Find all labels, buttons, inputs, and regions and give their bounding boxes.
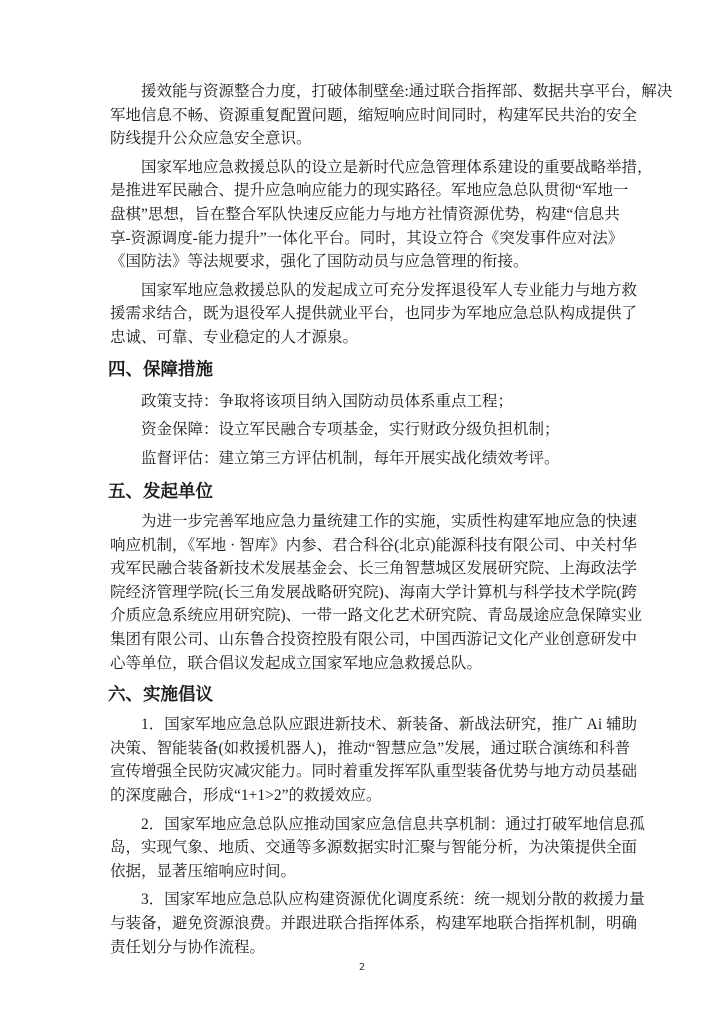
text-line: 心等单位，联合倡议发起成立国家军地应急救援总队。	[110, 654, 483, 672]
text-line: 援需求结合，既为退役军人提供就业平台，也同步为军地应急总队构成提供了	[110, 305, 638, 323]
text-line: 3．国家军地应急总队应构建资源优化调度系统：统一规划分散的救援力量	[141, 891, 645, 909]
document-page	[108, 80, 673, 964]
text-line: 国家军地应急救援总队的设立是新时代应急管理体系建设的重要战略举措，	[141, 158, 653, 176]
section-heading-6: 六、实施倡议	[108, 685, 213, 706]
text-line: 忠诚、可靠、专业稳定的人才源泉。	[110, 328, 359, 346]
text-line: 是推进军民融合、提升应急响应能力的现实路径。军地应急总队贯彻“军地一	[110, 182, 629, 200]
paragraph	[110, 279, 638, 350]
text-line: 与装备，避免资源浪费。并跟进联合指挥体系，构建军地联合指挥机制，明确	[110, 914, 638, 932]
text-line: 宣传增强全民防灾减灾能力。同时着重发挥军队重型装备优势与地方动员基础	[110, 763, 638, 781]
text-line: 国家军地应急救援总队的发起成立可充分发挥退役军人专业能力与地方救	[141, 281, 638, 299]
text-line: 享-资源调度-能力提升”一体化平台。同时，其设立符合《突发事件应对法》	[110, 229, 624, 247]
text-line: 1．国家军地应急总队应跟进新技术、新装备、新战法研究，推广 Ai 辅助	[141, 716, 638, 734]
paragraph	[110, 80, 673, 151]
section-heading-4: 四、保障措施	[108, 359, 213, 380]
text-line: 责任划分与协作流程。	[110, 938, 266, 956]
text-line: 《国防法》等法规要求，强化了国防动员与应急管理的衔接。	[110, 253, 529, 271]
measure-item: 资金保障：设立军民融合专项基金，实行财政分级负担机制；	[141, 421, 560, 439]
text-line: 集团有限公司、山东鲁合投资控股有限公司，中国西游记文化产业创意研发中	[110, 631, 638, 648]
measure-item: 政策支持：争取将该项目纳入国防动员体系重点工程；	[141, 392, 514, 410]
text-line: 2．国家军地应急总队应推动国家应急信息共享机制：通过打破军地信息孤	[141, 815, 645, 833]
measures-list	[110, 388, 613, 474]
section-heading-5: 五、发起单位	[108, 482, 213, 503]
text-line: 决策、智能装备(如救援机器人)，推动“智慧应急”发展，通过联合演练和科普	[110, 739, 631, 757]
text-line: 援效能与资源整合力度，打破体制壁垒:通过联合指挥部、数据共享平台，解决	[141, 83, 673, 100]
paragraph	[110, 713, 638, 807]
text-line: 岛，实现气象、地质、交通等多源数据实时汇聚与智能分析，为决策提供全面	[110, 839, 638, 857]
text-line: 盘棋”思想，旨在整合军队快速反应能力与地方社情资源优势，构建“信息共	[110, 205, 620, 223]
text-line: 依据，显著压缩响应时间。	[110, 862, 297, 880]
page-number: 2	[358, 962, 366, 973]
text-line: 防线提升公众应急安全意识。	[110, 130, 312, 148]
text-line: 为进一步完善军地应急力量统建工作的实施，实质性构建军地应急的快速	[141, 513, 638, 531]
paragraph	[110, 888, 645, 959]
paragraph	[110, 813, 645, 884]
paragraph	[110, 510, 643, 675]
text-line: 院经济管理学院(长三角发展战略研究院)、海南大学计算机与科学技术学院(跨	[110, 583, 637, 601]
text-line: 响应机制，《军地 · 智库》内参、君合科谷(北京)能源科技有限公司、中关村华	[110, 536, 637, 554]
text-line: 戎军民融合装备新技术发展基金会、长三角智慧城区发展研究院、上海政法学	[110, 560, 638, 578]
paragraph	[110, 156, 653, 274]
text-line: 的深度融合，形成“1+1>2”的救援效应。	[110, 786, 382, 804]
measure-item: 监督评估：建立第三方评估机制，每年开展实战化绩效考评。	[141, 449, 560, 467]
text-line: 介质应急系统应用研究院)、一带一路文化艺术研究院、青岛晟途应急保障实业	[110, 607, 643, 625]
text-line: 军地信息不畅、资源重复配置问题，缩短响应时间同时，构建军民共治的安全	[110, 106, 638, 124]
